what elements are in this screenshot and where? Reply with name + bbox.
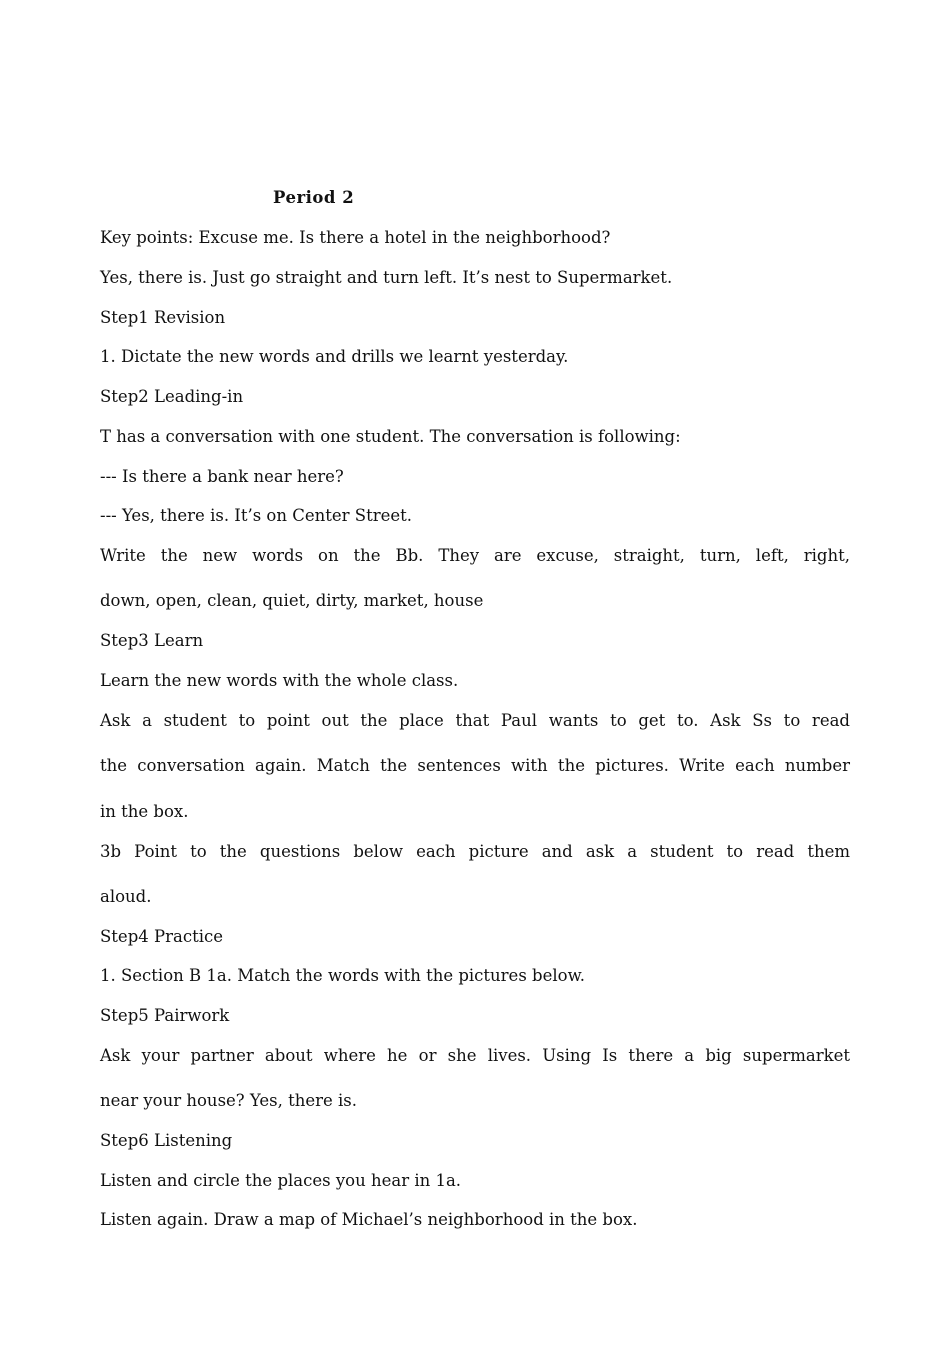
step3-paragraph-line-3: in the box. bbox=[100, 802, 189, 821]
step2-intro-line: T has a conversation with one student. The conversation is following: bbox=[100, 427, 681, 446]
step4-item-1: 1. Section B 1a. Match the words with the pictures below. bbox=[100, 966, 585, 985]
key-points-line: Key points: Excuse me. Is there a hotel in the neighborhood? bbox=[100, 228, 611, 247]
step2-heading: Step2 Leading-in bbox=[100, 387, 244, 406]
dialogue-answer-line: --- Yes, there is. It’s on Center Street. bbox=[100, 506, 412, 525]
step6-heading: Step6 Listening bbox=[100, 1131, 233, 1150]
key-points-answer-line: Yes, there is. Just go straight and turn left. It’s nest to Supermarket. bbox=[100, 268, 673, 287]
new-words-line-2: down, open, clean, quiet, dirty, market, house bbox=[100, 591, 484, 610]
step3-paragraph-line-2: the conversation again. Match the sentences with the pictures. Write each number bbox=[100, 756, 850, 775]
step6-line-2: Listen again. Draw a map of Michael’s neighborhood in the box. bbox=[100, 1210, 638, 1229]
activity-3b-line-1: 3b Point to the questions below each picture and ask a student to read them bbox=[100, 842, 850, 861]
step3-paragraph-line-1: Ask a student to point out the place that Paul wants to get to. Ask Ss to read bbox=[100, 711, 850, 730]
step5-heading: Step5 Pairwork bbox=[100, 1006, 230, 1025]
document-title: Period 2 bbox=[273, 188, 355, 207]
step5-line-2: near your house? Yes, there is. bbox=[100, 1091, 357, 1110]
step4-heading: Step4 Practice bbox=[100, 927, 223, 946]
new-words-line-1: Write the new words on the Bb. They are excuse, straight, turn, left, right, bbox=[100, 546, 850, 565]
dialogue-question-line: --- Is there a bank near here? bbox=[100, 467, 344, 486]
step1-heading: Step1 Revision bbox=[100, 308, 226, 327]
step3-line-1: Learn the new words with the whole class. bbox=[100, 671, 459, 690]
step6-line-1: Listen and circle the places you hear in 1a. bbox=[100, 1171, 462, 1190]
activity-3b-line-2: aloud. bbox=[100, 887, 152, 906]
step3-heading: Step3 Learn bbox=[100, 631, 204, 650]
step5-line-1: Ask your partner about where he or she lives. Using Is there a big supermarket bbox=[100, 1046, 850, 1065]
step1-item-1: 1. Dictate the new words and drills we learnt yesterday. bbox=[100, 347, 569, 366]
